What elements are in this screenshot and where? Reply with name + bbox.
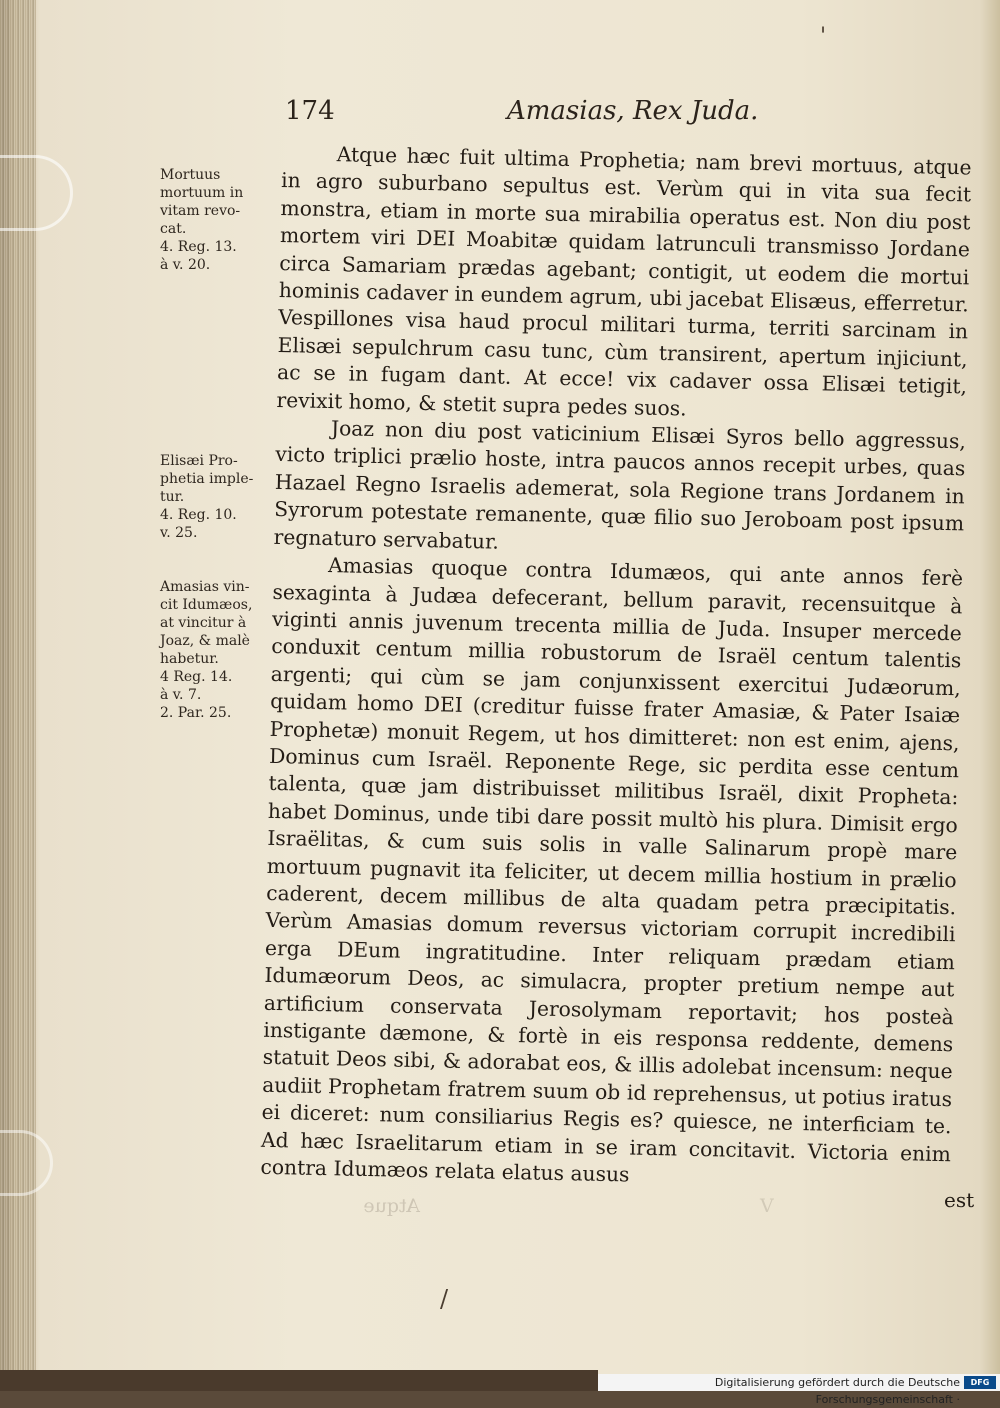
page-number: 174	[285, 96, 335, 126]
bleed-through-text: Atque	[363, 1195, 420, 1217]
catchword: est	[944, 1188, 975, 1212]
dfg-logo-icon: DFG	[964, 1376, 996, 1389]
page-clip-reflection	[0, 155, 73, 231]
bleed-through-text: V	[760, 1195, 774, 1217]
page-header	[285, 96, 765, 136]
paragraph: Amasias quoque contra Idumæos, qui ante annos ferè sexaginta à Judæa defecerant, bellum paravit, recensuitque à viginti annis juvenum trecenta millia de Juda. Insuper mercede conduxit centum millia robustorum de Israël centum talentis argenti; qui cùm se jam conjunxissent exercitui Judæorum, quidam homo DEI (creditur fuisse frater Amasiæ, & Pater Isaiæ Prophetæ) monuit Regem, ut hos dimitteret: non est enim, ajens, Dominus cum Israël. Reponente Rege, sic perdita esse centum talenta, quæ jam distribuisset militibus Israël, dixit Propheta: habet Dominus, unde tibi dare possit multò his plura. Dimisit ergo Israëlitas, & cum suis solis in valle Salinarum propè mare mortuum pugnavit ita feliciter, ut decem millia hostium in prælio caderent, decem millibus de alta quadam petra præcipitatis. Verùm Amasias domum reversus victoriam corrupit incredibili erga DEum ingratitudine. Inter reliquam prædam etiam Idumæorum Deos, ac simulacra, propter pretium nempe aut artificium conservata Jerosolymam reportavit; hos posteà instigante dæmone, & fortè in eis responsa reddente, demens statuit Deos sibi, & adorabat eos, & illis adolebat incensum: neque audiit Prophetam fratrem suum ob id reprehensus, ut potius iratus ei diceret: num consiliarius Regis es? quiesce, ne interficiam te. Ad hæc Israelitarum etiam in se iram concitavit. Victoria enim contra Idumæos relata elatus ausus	[260, 553, 964, 1187]
stray-mark-top: '	[820, 24, 827, 49]
footer-text: Digitalisierung gefördert durch die Deutsche Forschungsgemeinschaft ·	[714, 1376, 960, 1406]
marginal-note: Amasias vin- cit Idumæos, at vincitur à Joaz, & malè habetur. 4 Reg. 14. à v. 7. 2. Par. 25.	[160, 579, 253, 721]
digitization-footer	[598, 1374, 1000, 1406]
paragraph: Atque hæc fuit ultima Prophetia; nam brevi mortuus, atque in agro suburbano sepultus est. Verùm qui in vita sua fecit monstra, etiam in morte sua mirabilia operatus est. Non diu post mortem viri DEI Moabitæ quidam latrunculi transmisso Jordane circa Samariam prædas agebant; contigit, ut eodem die mortui hominis cadaver in eundem agrum, ubi jacebat Elisæus, efferretur. Vespillones visa haud procul militari turma, territi sarcinam in Elisæi sepulchrum casu tunc, cùm transirent, apertum injiciunt, ac se in fugam dant. At ecce! vix cadaver ossa Elisæi tetigit, revixit homo, & stetit supra pedes suos.	[276, 142, 972, 421]
marginal-note: Elisæi Pro- phetia imple- tur. 4. Reg. 10. v. 25.	[160, 453, 254, 541]
paragraph: Joaz non diu post vaticinium Elisæi Syros bello aggressus, victo triplici prælio hoste, intra paucos annos recepit urbes, quas Hazael Regno Israelis ademerat, sola Regione trans Jordanem in Syrorum potestate remanente, quæ filio suo Jeroboam post ipsum regnaturo servabatur.	[273, 416, 967, 554]
running-title: Amasias, Rex Juda.	[507, 96, 759, 126]
stray-mark: /	[440, 1285, 449, 1313]
scan-border	[0, 1370, 598, 1391]
marginal-note: Mortuus mortuum in vitam revo- cat. 4. Reg. 13. à v. 20.	[160, 167, 244, 273]
main-text	[260, 140, 972, 1196]
